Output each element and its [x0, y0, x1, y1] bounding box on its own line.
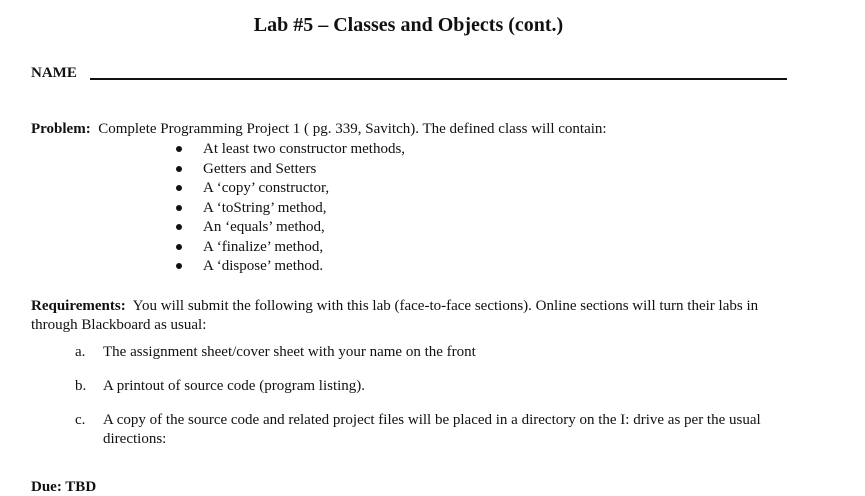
item-letter: a.: [75, 344, 86, 360]
problem-label: Problem:: [31, 121, 91, 137]
list-item: At least two constructor methods,: [176, 140, 405, 160]
name-label: NAME: [31, 65, 77, 81]
bullet-icon: [176, 146, 182, 152]
requirements-text: You will submit the following with this lab (face-to-face sections). Online sections will turn their labs in through Blackboard as usual:: [31, 298, 759, 333]
problem-bullet-list: [176, 140, 405, 277]
item-letter: b.: [75, 378, 87, 394]
list-item: An ‘equals’ method,: [176, 218, 405, 238]
list-item: A ‘toString’ method,: [176, 199, 405, 219]
name-field-row: [31, 64, 787, 84]
item-text: A printout of source code (program listing).: [103, 378, 366, 394]
list-item: Getters and Setters: [176, 160, 405, 180]
name-blank-line: [90, 78, 787, 80]
list-item: A ‘copy’ constructor,: [176, 179, 405, 199]
requirements-label: Requirements:: [31, 298, 126, 314]
list-item: A ‘finalize’ method,: [176, 238, 405, 258]
list-item: A ‘dispose’ method.: [176, 257, 405, 277]
bullet-icon: [176, 166, 182, 172]
bullet-icon: [176, 263, 182, 269]
requirements-statement: [31, 297, 791, 335]
page-title: Lab #5 – Classes and Objects (cont.): [253, 14, 564, 36]
problem-text: Complete Programming Project 1 ( pg. 339, Savitch). The defined class will contain:: [98, 121, 607, 137]
bullet-icon: [176, 244, 182, 250]
problem-statement: [31, 120, 607, 138]
item-letter: c.: [75, 412, 86, 428]
bullet-icon: [176, 185, 182, 191]
item-text: A copy of the source code and related project files will be placed in a directory on the I: drive as per the usual directions:: [103, 412, 761, 447]
bullet-icon: [176, 205, 182, 211]
bullet-icon: [176, 224, 182, 230]
item-text: The assignment sheet/cover sheet with your name on the front: [103, 344, 476, 360]
cutoff-line-text: Due: TBD: [31, 479, 97, 495]
